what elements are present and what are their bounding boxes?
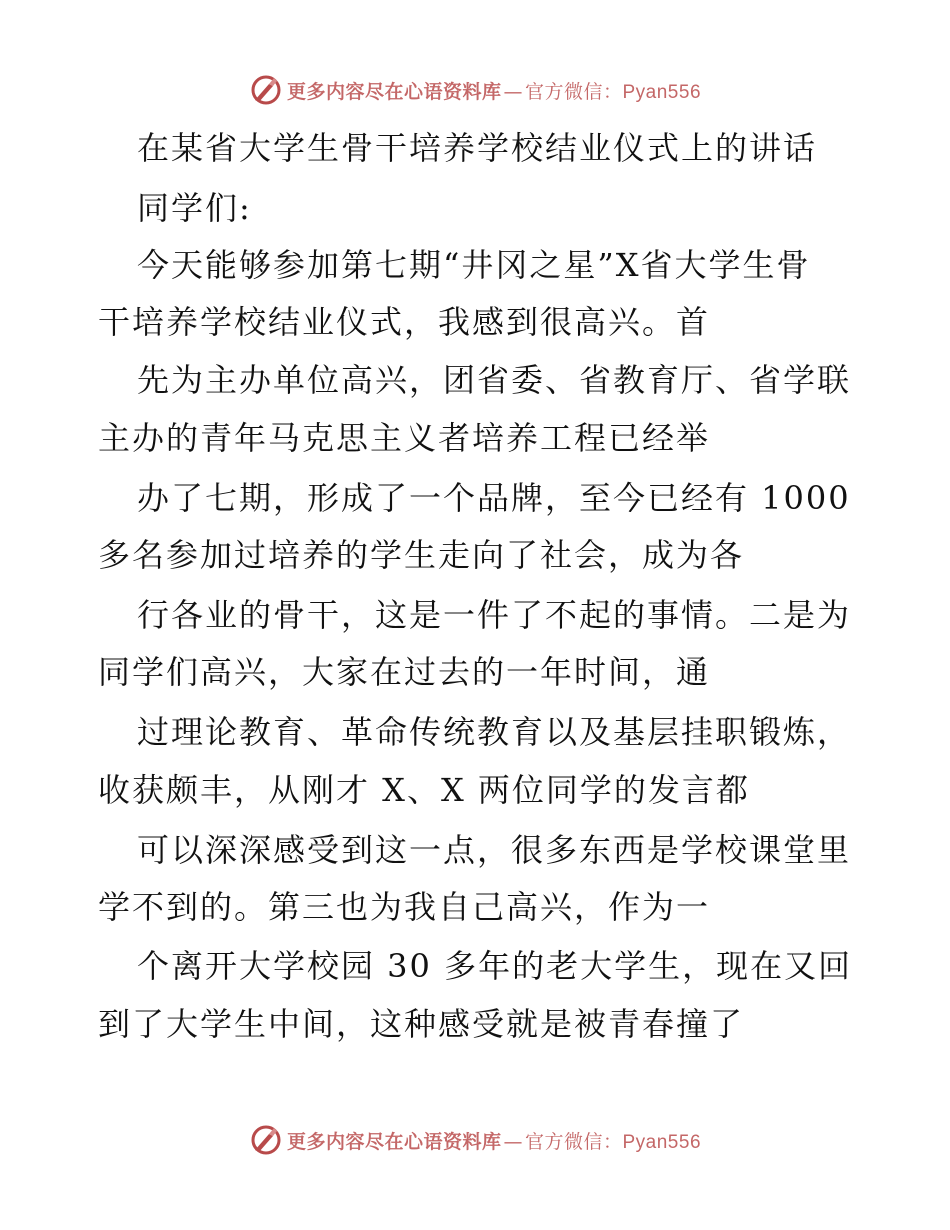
text-line: 干培养学校结业仪式，我感到很高兴。首 xyxy=(98,303,711,341)
text-line: 多名参加过培养的学生走向了社会，成为各 xyxy=(98,536,745,574)
watermark-text: 更多内容尽在心语资料库 — 官方微信：Pyan556 xyxy=(286,1130,702,1153)
text-line: 今天能够参加第七期“井冈之星”X省大学生骨 xyxy=(137,246,811,284)
watermark-text: 更多内容尽在心语资料库 — 官方微信：Pyan556 xyxy=(286,80,702,103)
text-line: 行各业的骨干，这是一件了不起的事情。二是为 xyxy=(137,596,852,634)
salutation: 同学们: xyxy=(137,189,252,227)
footer-watermark xyxy=(0,1120,950,1160)
header-watermark xyxy=(0,70,950,110)
text-line: 主办的青年马克思主义者培养工程已经举 xyxy=(98,419,711,457)
text-line: 收获颇丰，从刚才 X、X 两位同学的发言都 xyxy=(98,771,750,809)
text-line: 可以深深感受到这一点，很多东西是学校课堂里 xyxy=(137,831,852,869)
text-line: 学不到的。第三也为我自己高兴，作为一 xyxy=(98,888,711,926)
text-line: 个离开大学校园 30 多年的老大学生，现在又回 xyxy=(137,947,853,985)
pen-circle-logo-icon xyxy=(249,73,283,107)
pen-circle-logo-icon xyxy=(249,1123,283,1157)
text-line: 到了大学生中间，这种感受就是被青春撞了 xyxy=(98,1005,745,1043)
text-line: 同学们高兴，大家在过去的一年时间，通 xyxy=(98,653,711,691)
text-line: 过理论教育、革命传统教育以及基层挂职锻炼， xyxy=(137,713,852,751)
text-line: 办了七期，形成了一个品牌，至今已经有 1000 xyxy=(137,479,851,517)
text-line: 先为主办单位高兴，团省委、省教育厅、省学联 xyxy=(137,361,852,399)
document-title: 在某省大学生骨干培养学校结业仪式上的讲话 xyxy=(137,129,818,167)
